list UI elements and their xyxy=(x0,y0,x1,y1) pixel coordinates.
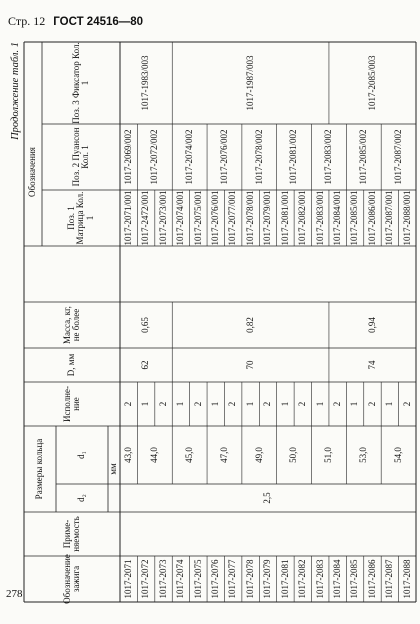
row-pos1: 1017-2074/001 xyxy=(175,190,186,246)
header-version: Исполне-ние xyxy=(61,386,81,422)
cell-d1: 45,0 xyxy=(183,447,194,463)
cell-pos2: 1017-2074/002 xyxy=(183,129,194,185)
row-designation: 1017-2076 xyxy=(210,559,221,599)
row-version: 2 xyxy=(227,401,238,407)
row-designation: 1017-2088 xyxy=(401,559,412,599)
cell-pos2: 1017-2072/002 xyxy=(149,129,160,185)
header-pos2: Поз. 2 Пуансон Кол. 1 xyxy=(70,127,90,187)
row-pos1: 1017-2082/001 xyxy=(297,190,308,246)
cell-mass: 0,82 xyxy=(244,317,255,333)
row-pos1: 1017-2087/001 xyxy=(384,190,395,246)
row-pos1: 1017-2084/001 xyxy=(331,190,342,246)
row-designation: 1017-2081 xyxy=(279,559,290,599)
row-version: 2 xyxy=(401,401,412,407)
row-pos1: 1017-2085/001 xyxy=(349,190,360,246)
row-version: 1 xyxy=(140,401,151,407)
cell-pos2: 1017-2078/002 xyxy=(253,129,264,185)
row-pos1: 1017-2071/001 xyxy=(122,190,133,246)
continuation-label: Продолжение табл. 1 xyxy=(10,42,21,140)
row-version: 2 xyxy=(366,401,377,407)
cell-d1: 54,0 xyxy=(392,447,403,463)
cell-d2: 2,5 xyxy=(262,492,273,504)
spec-table xyxy=(12,38,420,602)
cell-mass: 0,65 xyxy=(140,317,151,333)
cell-d1: 47,0 xyxy=(218,447,229,463)
cell-D: 74 xyxy=(366,360,377,370)
row-designation: 1017-2073 xyxy=(157,559,168,599)
row-version: 2 xyxy=(297,401,308,407)
cell-pos2: 1017-2083/002 xyxy=(323,129,334,185)
row-version: 1 xyxy=(210,401,221,407)
row-pos1: 1017-2086/001 xyxy=(366,190,377,246)
row-designation: 1017-2074 xyxy=(175,559,186,599)
header-mass: Масса, кг, не более xyxy=(61,306,81,344)
row-pos1: 1017-2073/001 xyxy=(157,190,168,246)
row-pos1: 1017-2081/001 xyxy=(279,190,290,246)
row-version: 1 xyxy=(244,401,255,407)
header-unit: мм xyxy=(108,463,119,475)
cell-pos2: 1017-2085/002 xyxy=(358,129,369,185)
cell-D: 62 xyxy=(140,360,151,370)
row-version: 1 xyxy=(384,401,395,407)
cell-d1: 50,0 xyxy=(288,447,299,463)
cell-d1: 53,0 xyxy=(358,447,369,463)
row-designation: 1017-2085 xyxy=(349,559,360,599)
row-version: 2 xyxy=(157,401,168,407)
row-pos1: 1017-2472/001 xyxy=(140,190,151,246)
cell-pos3: 1017-1987/003 xyxy=(244,55,255,111)
standard-number: ГОСТ 24516—80 xyxy=(53,16,144,28)
row-pos1: 1017-2079/001 xyxy=(262,190,273,246)
header-applicability: Приме-няемость xyxy=(61,516,81,552)
header-designation: Обозначение зажига xyxy=(61,554,81,604)
page-label: Стр. 12 xyxy=(8,14,46,28)
row-pos1: 1017-2077/001 xyxy=(227,190,238,246)
row-version: 1 xyxy=(314,401,325,407)
row-designation: 1017-2079 xyxy=(262,559,273,599)
row-pos1: 1017-2075/001 xyxy=(192,190,203,246)
row-designation: 1017-2077 xyxy=(227,559,238,599)
table-viewport xyxy=(12,38,420,602)
cell-pos2: 1017-2069/002 xyxy=(122,129,133,185)
row-designation: 1017-2082 xyxy=(297,559,308,599)
row-designation: 1017-2071 xyxy=(122,559,133,599)
cell-D: 70 xyxy=(244,360,255,370)
row-designation: 1017-2078 xyxy=(244,559,255,599)
cell-pos2: 1017-2081/002 xyxy=(288,129,299,185)
cell-d1: 49,0 xyxy=(253,447,264,463)
row-designation: 1017-2083 xyxy=(314,559,325,599)
row-version: 2 xyxy=(122,401,133,407)
cell-d1: 51,0 xyxy=(323,447,334,463)
row-pos1: 1017-2088/001 xyxy=(401,190,412,246)
row-version: 2 xyxy=(262,401,273,407)
row-version: 2 xyxy=(192,401,203,407)
row-pos1: 1017-2083/001 xyxy=(314,190,325,246)
page-header xyxy=(8,14,143,29)
cell-pos2: 1017-2087/002 xyxy=(392,129,403,185)
cell-pos3: 1017-2085/003 xyxy=(366,55,377,111)
row-designation: 1017-2086 xyxy=(366,559,377,599)
cell-d1: 44,0 xyxy=(149,447,160,463)
row-designation: 1017-2075 xyxy=(192,559,203,599)
cell-d1: 43,0 xyxy=(122,447,133,463)
row-version: 2 xyxy=(331,401,342,407)
header-d2: d₂ xyxy=(76,494,87,502)
row-designation: 1017-2072 xyxy=(140,559,151,599)
header-pos3: Поз. 3 Фиксатор Кол. 1 xyxy=(70,42,90,124)
header-d1: d₁ xyxy=(76,451,87,459)
page-number: 278 xyxy=(6,588,23,600)
row-designation: 1017-2087 xyxy=(384,559,395,599)
header-dimensions: Размеры кольца xyxy=(34,438,45,500)
header-pos1: Поз. 1 Матрица Кол. 1 xyxy=(65,191,95,245)
row-version: 1 xyxy=(349,401,360,407)
header-D: D, мм xyxy=(66,353,77,377)
cell-mass: 0,94 xyxy=(366,317,377,333)
row-version: 1 xyxy=(279,401,290,407)
cell-pos2: 1017-2076/002 xyxy=(218,129,229,185)
row-version: 1 xyxy=(175,401,186,407)
header-designations-group: Обозначения xyxy=(27,147,38,197)
row-designation: 1017-2084 xyxy=(331,559,342,599)
row-pos1: 1017-2076/001 xyxy=(210,190,221,246)
row-pos1: 1017-2078/001 xyxy=(244,190,255,246)
cell-pos3: 1017-1983/003 xyxy=(140,55,151,111)
